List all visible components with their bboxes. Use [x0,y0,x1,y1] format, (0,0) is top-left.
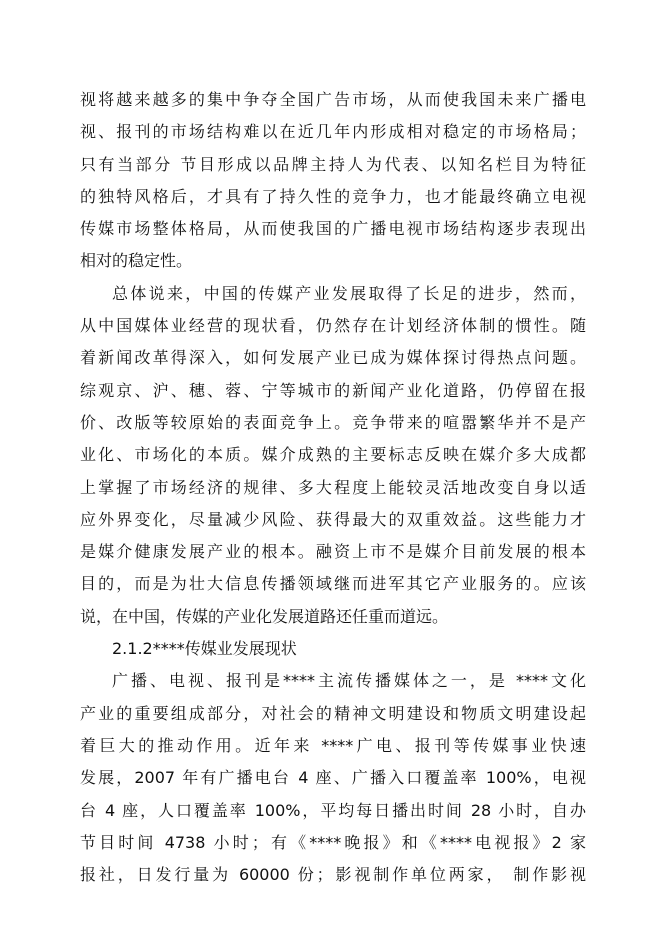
text-line: 传媒市场整体格局，从而使我国的广播电视市场结构逐步表现出 [80,219,586,239]
text-line: 从中国媒体业经营的现状看，仍然存在计划经济体制的惯性。随 [80,316,586,336]
text-line: 视、报刊的市场结构难以在近几年内形成相对稳定的市场格局； [80,122,586,142]
text-line: 相对的稳定性。 [80,251,193,271]
text-line: 节目时间 4738 小时；有《****晚报》和《****电视报》2 家 [80,832,586,852]
text-line: 价、改版等较原始的表面竞争上。竞争带来的喧嚣繁华并不是产 [80,412,586,432]
text-line: 广播、电视、报刊是****主流传播媒体之一，是 ****文化 [112,671,586,691]
text-line: 总体说来，中国的传媒产业发展取得了长足的进步，然而， [112,283,586,303]
text-line: 着巨大的推动作用。近年来 ****广电、报刊等传媒事业快速 [80,735,586,755]
text-line: 上掌握了市场经济的规律、多大程度上能较灵活地改变自身以适 [80,477,586,497]
document-body [80,84,586,891]
text-line: 是媒介健康发展产业的根本。融资上市不是媒介目前发展的根本 [80,542,586,562]
text-line: 报社，日发行量为 60000 份；影视制作单位两家， 制作影视 [80,865,586,885]
text-line: 只有当部分 节目形成以品牌主持人为代表、以知名栏目为特征 [80,154,586,174]
text-line: 视将越来越多的集中争夺全国广告市场，从而使我国未来广播电 [80,90,586,109]
text-line: 发展，2007 年有广播电台 4 座、广播入口覆盖率 100%，电视 [80,768,586,788]
text-line: 业化、市场化的本质。媒介成熟的主要标志反映在媒介多大成都 [80,445,586,465]
text-line: 综观京、沪、穗、蓉、宁等城市的新闻产业化道路，仍停留在报 [80,380,586,400]
text-line: 着新闻改革得深入，如何发展产业已成为媒体探讨得热点问题。 [80,348,586,368]
text-line: 产业的重要组成部分，对社会的精神文明建设和物质文明建设起 [80,703,586,723]
text-line: 的独特风格后，才具有了持久性的竞争力，也才能最终确立电视 [80,186,586,206]
text-line: 说，在中国，传媒的产业化发展道路还任重而道远。 [80,606,449,626]
text-line: 应外界变化，尽量减少风险、获得最大的双重效益。这些能力才 [80,509,586,529]
section-heading: 2.1.2****传媒业发展现状 [112,639,297,659]
text-line: 目的，而是为壮大信息传播领域继而进军其它产业服务的。应该 [80,574,586,594]
text-line: 台 4 座，人口覆盖率 100%，平均每日播出时间 28 小时，自办 [80,800,586,820]
